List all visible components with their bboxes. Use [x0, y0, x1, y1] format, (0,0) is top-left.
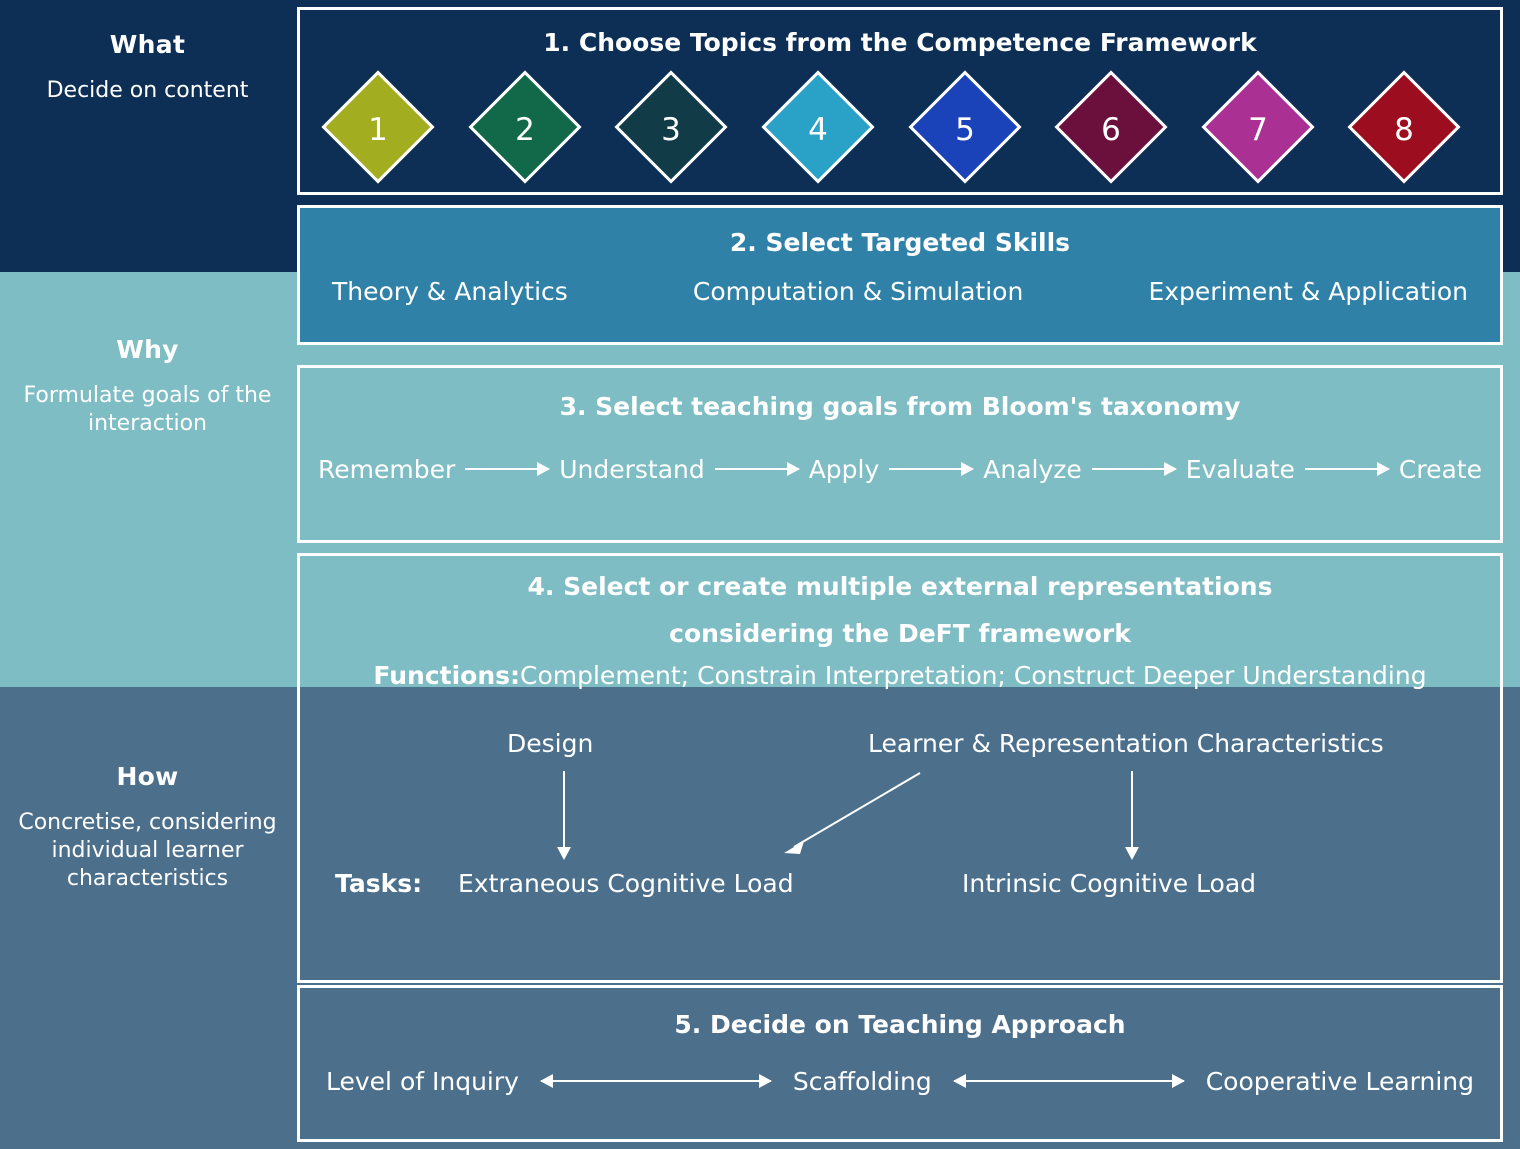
- deft-functions-label: Functions:: [373, 661, 521, 690]
- skill-item-theory[interactable]: Theory & Analytics: [332, 276, 568, 306]
- band-how-title: How: [116, 762, 179, 791]
- step-5-box: [297, 985, 1503, 1142]
- step-1-title: 1. Choose Topics from the Competence Framework: [543, 28, 1257, 57]
- topic-diamond-3-label: 3: [661, 111, 681, 148]
- cognitive-load-area: [300, 687, 1500, 980]
- arrow-right-icon: [889, 468, 973, 470]
- design-label[interactable]: Design: [507, 729, 594, 758]
- band-how-subtitle: Concretise, considering individual learner characteristics: [18, 810, 277, 892]
- step-4-title-line2: considering the DeFT framework: [669, 618, 1131, 648]
- step-1-box: [297, 7, 1503, 195]
- teaching-approach-row: [300, 1041, 1500, 1096]
- step-2-title: 2. Select Targeted Skills: [729, 228, 1071, 257]
- deft-functions-value: Complement; Constrain Interpretation; Construct Deeper Understanding: [520, 661, 1427, 690]
- topic-diamond-5-label: 5: [955, 111, 975, 148]
- tasks-label: Tasks:: [335, 869, 423, 898]
- topic-diamond-4[interactable]: [761, 70, 874, 183]
- step-3-box: [297, 365, 1503, 543]
- approach-level-of-inquiry[interactable]: Level of Inquiry: [326, 1066, 519, 1096]
- step-4-box: [297, 553, 1503, 983]
- arrow-right-icon: [715, 468, 799, 470]
- bloom-level-create[interactable]: Create: [1398, 454, 1482, 484]
- topic-diamond-8[interactable]: [1347, 70, 1460, 183]
- arrow-double-icon: [541, 1080, 771, 1082]
- step-4-header: [300, 556, 1500, 690]
- skill-item-computation[interactable]: Computation & Simulation: [692, 276, 1024, 306]
- band-what-title: What: [109, 30, 186, 59]
- arrow-double-icon: [954, 1080, 1184, 1082]
- band-why-title: Why: [116, 335, 179, 364]
- topic-diamond-7-label: 7: [1248, 111, 1268, 148]
- topic-diamond-1[interactable]: [321, 70, 434, 183]
- skill-item-experiment[interactable]: Experiment & Application: [1148, 276, 1468, 306]
- approach-scaffolding[interactable]: Scaffolding: [792, 1066, 932, 1096]
- arrow-diagonal-icon: [770, 769, 930, 859]
- deft-functions-line: [300, 661, 1500, 690]
- band-label-why: [0, 335, 295, 438]
- topic-diamond-row: [300, 69, 1500, 179]
- topic-diamond-3[interactable]: [614, 70, 727, 183]
- step-5-title: 5. Decide on Teaching Approach: [674, 1010, 1126, 1039]
- topic-diamond-2-label: 2: [515, 111, 535, 148]
- arrow-right-icon: [465, 468, 549, 470]
- band-why-subtitle: Formulate goals of the interaction: [23, 383, 272, 437]
- bloom-taxonomy-row: [300, 423, 1500, 484]
- arrow-right-icon: [1305, 468, 1389, 470]
- learner-representation-label[interactable]: Learner & Representation Characteristics: [868, 729, 1384, 758]
- topic-diamond-5[interactable]: [908, 70, 1021, 183]
- skills-row: [300, 259, 1500, 306]
- step-4-body: [300, 687, 1500, 980]
- approach-cooperative-learning[interactable]: Cooperative Learning: [1205, 1066, 1474, 1096]
- arrow-down-icon: [1131, 771, 1133, 849]
- bloom-level-apply[interactable]: Apply: [808, 454, 880, 484]
- topic-diamond-2[interactable]: [468, 70, 581, 183]
- bloom-level-remember[interactable]: Remember: [318, 454, 456, 484]
- bloom-level-evaluate[interactable]: Evaluate: [1185, 454, 1295, 484]
- arrow-down-icon: [563, 771, 565, 849]
- bloom-level-understand[interactable]: Understand: [559, 454, 705, 484]
- band-what-subtitle: Decide on content: [46, 78, 249, 103]
- step-3-title: 3. Select teaching goals from Bloom's taxonomy: [559, 392, 1241, 421]
- topic-diamond-6-label: 6: [1101, 111, 1121, 148]
- step-4-title-line1: 4. Select or create multiple external representations: [527, 572, 1273, 601]
- topic-diamond-7[interactable]: [1201, 70, 1314, 183]
- band-label-what: [0, 30, 295, 105]
- topic-diamond-4-label: 4: [808, 111, 828, 148]
- extraneous-load-label[interactable]: Extraneous Cognitive Load: [458, 869, 794, 898]
- band-label-how: [0, 762, 295, 893]
- topic-diamond-8-label: 8: [1394, 111, 1414, 148]
- topic-diamond-6[interactable]: [1054, 70, 1167, 183]
- bloom-level-analyze[interactable]: Analyze: [983, 454, 1082, 484]
- arrow-right-icon: [1092, 468, 1176, 470]
- intrinsic-load-label[interactable]: Intrinsic Cognitive Load: [962, 869, 1257, 898]
- step-2-box: [297, 205, 1503, 345]
- topic-diamond-1-label: 1: [368, 111, 388, 148]
